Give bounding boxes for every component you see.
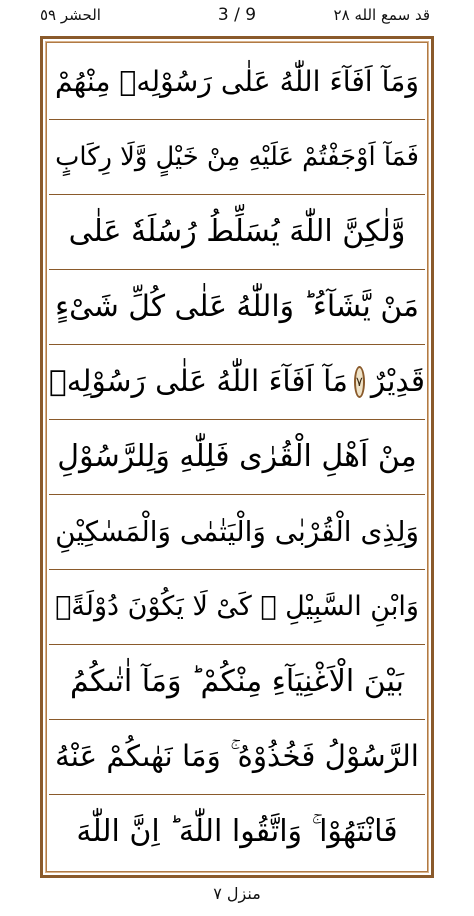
verse-line-text: وَّلٰكِنَّ اللّٰهَ يُسَلِّطُ رُسُلَهٗ عَلٰى [68,214,406,249]
page-indicator: 3 / 9 [217,5,257,25]
verse-line [49,195,425,270]
verse-line-text: مِنْ اَهْلِ الْقُرٰى فَلِلّٰهِ وَلِلرَّسُوْلِ [57,439,417,474]
verse-line [49,45,425,120]
page-frame [40,36,434,878]
verse-line-text: مَنْ يَّشَآءُ ؕ وَاللّٰهُ عَلٰى كُلِّ شَىْءٍ [55,289,419,325]
verse-line-text: بَيْنَ الْاَغْنِيَآءِ مِنْكُمْ ؕ وَمَآ اٰتٰٮكُمُ [69,664,405,699]
verse-line-text: مَآ اَفَآءَ اللّٰهُ عَلٰى رَسُوْلِهٖ [49,364,348,399]
verse-line [49,120,425,195]
verse-line-text: وَمَآ اَفَآءَ اللّٰهُ عَلٰى رَسُوْلِهٖ مِنْهُمْ [55,65,419,99]
verse-line [49,795,425,869]
verse-line [49,345,425,420]
verse-line [49,645,425,720]
juz-name: قد سمع الله ٢٨ [333,6,430,24]
ayah-number-marker: ٧ [354,366,365,398]
page-header [0,0,474,32]
verse-line [49,270,425,345]
verse-line-text: فَانْتَهُوْا ۚ وَاتَّقُوا اللّٰهَ ؕ اِنَّ اللّٰهَ [76,814,398,849]
verse-line-prefix: قَدِيْرٌ [370,364,425,399]
verse-line-text: فَمَآ اَوْجَفْتُمْ عَلَيْهِ مِنْ خَيْلٍ وَّلَا رِكَابٍ [55,141,419,172]
verse-line [49,420,425,495]
verse-line-text: الرَّسُوْلُ فَخُذُوْهُ ۚ وَمَا نَهٰٮكُمْ عَنْهُ [55,739,419,774]
verse-line [49,495,425,570]
verse-line-text: وَابْنِ السَّبِيْلِ ۙ كَىْ لَا يَكُوْنَ دُوْلَةًۢ [55,590,419,622]
surah-name: الحشر ٥٩ [40,6,101,24]
verse-line [49,720,425,795]
verse-lines [49,45,425,869]
manzil-footer: منزل ٧ [213,884,261,903]
verse-line [49,570,425,645]
verse-line-text: وَلِذِى الْقُرْبٰى وَالْيَتٰمٰى وَالْمَسٰكِيْنِ [55,515,419,549]
